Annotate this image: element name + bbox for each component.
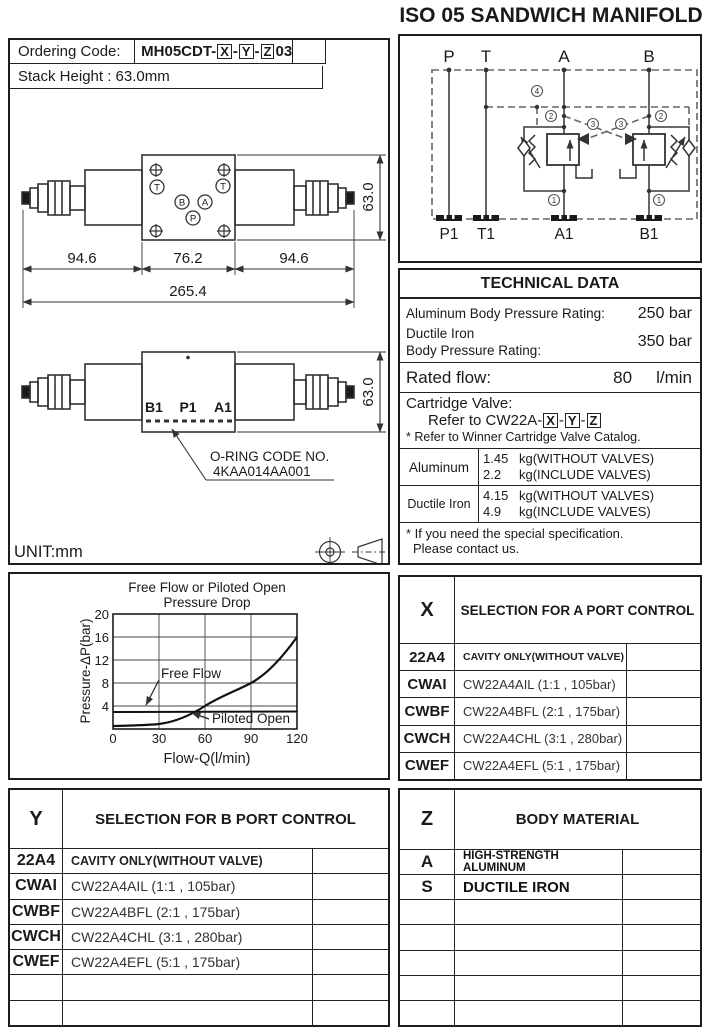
svg-text:30: 30	[151, 731, 167, 746]
page-title: ISO 05 SANDWICH MANIFOLD	[399, 4, 703, 27]
port-b: B	[178, 197, 186, 209]
dim-lines	[23, 155, 380, 302]
cartridge-ref: Refer to CW22A- X - Y - Z	[406, 412, 694, 430]
table-row-empty	[400, 951, 700, 976]
table-row-empty	[400, 976, 700, 1001]
x-table-key: X	[400, 577, 455, 643]
x-tick-labels	[109, 731, 307, 746]
schematic-port-b: B	[643, 47, 655, 66]
chart-title-line1: Free Flow or Piloted Open	[128, 580, 286, 595]
piloted-open-arrow	[192, 713, 209, 719]
chart-title-line2: Pressure Drop	[163, 595, 251, 610]
cartridge-valve-block	[400, 393, 700, 448]
schematic-port-a: A	[558, 47, 570, 66]
svg-text:16: 16	[94, 630, 109, 645]
svg-text:12: 12	[94, 653, 109, 668]
weight-row-ductile-iron: Ductile Iron 4.15 kg(WITHOUT VALVES) 4.9 kg(INCLUDE VALVES)	[400, 486, 700, 522]
svg-text:4: 4	[101, 699, 109, 714]
code-x-box: X	[217, 44, 232, 59]
callout-3-right: 3	[618, 120, 624, 129]
table-row-empty	[10, 975, 388, 1000]
free-flow-arrow	[146, 680, 159, 705]
stack-height-row: Stack Height : 63.0mm	[10, 66, 323, 89]
y-selection-table	[8, 788, 390, 1027]
o-ring-code-line2: 4KAA014AA001	[213, 464, 311, 479]
special-spec-note: * If you need the special specification. Please contact us.	[406, 526, 624, 556]
dim-height-top: 63.0	[360, 182, 377, 212]
table-row: CWAI CW22A4AIL (1:1 , 105bar)	[400, 671, 700, 698]
schematic-port-p: P	[443, 47, 455, 66]
ordering-code-value: MH05CDT- X - Y - Z 03	[135, 40, 293, 63]
callout-4: 4	[534, 87, 540, 96]
spring-right	[671, 135, 677, 165]
cartridge-stub-right	[294, 181, 354, 215]
port-a1-label: A1	[214, 399, 232, 415]
z-body-material-table	[398, 788, 702, 1027]
port-a: A	[201, 197, 209, 209]
table-row-empty	[10, 1001, 388, 1025]
pressure-ratings	[400, 299, 700, 362]
x-table-title: SELECTION FOR A PORT CONTROL	[460, 602, 695, 618]
svg-text:20: 20	[94, 607, 109, 622]
bolt-hole-icons	[149, 163, 231, 238]
weight-material-di: Ductile Iron	[400, 486, 479, 522]
port-p1-label: P1	[179, 399, 197, 415]
code-y-box: Y	[239, 44, 254, 59]
schematic-port-a1: A1	[554, 226, 574, 243]
ref-x-box: X	[543, 413, 558, 428]
counterbalance-valves	[547, 134, 665, 165]
callout-2-left: 2	[548, 112, 554, 121]
port-t-right: T	[220, 181, 226, 193]
callout-1-left: 1	[551, 196, 557, 205]
callout-3-left: 3	[590, 120, 596, 129]
table-row: CWBF CW22A4BFL (2:1 , 175bar)	[10, 900, 388, 925]
table-row: CWEF CW22A4EFL (5:1 , 175bar)	[400, 753, 700, 779]
o-ring-code-line1: O-RING CODE NO.	[210, 449, 330, 464]
table-row-empty	[400, 1001, 700, 1025]
svg-text:8: 8	[101, 676, 109, 691]
table-row: CWCH CW22A4CHL (3:1 , 280bar)	[400, 726, 700, 753]
cartridge-note: * Refer to Winner Cartridge Valve Catalog.	[406, 430, 641, 444]
alu-pressure-value: 250 bar	[637, 304, 692, 322]
code-prefix: MH05CDT-	[141, 43, 217, 60]
weight-table	[400, 448, 700, 523]
pilot-hook-left	[576, 165, 592, 178]
weight-material-alu: Aluminum	[400, 449, 479, 485]
schematic-panel	[398, 34, 702, 263]
orientation-dot	[186, 356, 190, 360]
pressure-drop-chart-panel	[8, 572, 390, 780]
hydraulic-schematic	[400, 36, 700, 261]
valve-body-right	[235, 170, 294, 225]
y-axis-label: Pressure-ΔP(bar)	[78, 618, 93, 724]
y-table-key: Y	[10, 790, 63, 848]
svg-text:120: 120	[286, 731, 308, 746]
check-valve-right	[683, 140, 695, 156]
rated-flow-label: Rated flow:	[406, 367, 492, 387]
z-table-title: BODY MATERIAL	[515, 811, 640, 828]
dim-total: 265.4	[169, 283, 207, 300]
technical-data-panel	[398, 268, 702, 565]
schematic-port-t1: T1	[476, 226, 496, 243]
spring-left	[529, 135, 535, 165]
di-pressure-value: 350 bar	[637, 333, 692, 350]
schematic-port-p1: P1	[439, 226, 459, 243]
svg-text:0: 0	[109, 731, 117, 746]
port-p: P	[189, 213, 197, 225]
di-pressure-label: Ductile Iron Body Pressure Rating:	[406, 326, 542, 358]
table-row: CWEF CW22A4EFL (5:1 , 175bar)	[10, 950, 388, 975]
pilot-hook-right	[620, 165, 636, 178]
schematic-port-t: T	[480, 47, 492, 66]
drawings-panel	[8, 38, 390, 565]
table-row-empty	[400, 925, 700, 950]
table-row: CWAI CW22A4AIL (1:1 , 105bar)	[10, 874, 388, 899]
y-table-header	[10, 790, 388, 849]
callout-2-right: 2	[658, 112, 664, 121]
code-suffix: 03	[275, 43, 293, 60]
table-row: 22A4 CAVITY ONLY(WITHOUT VALVE)	[10, 849, 388, 874]
annotation-piloted-open: Piloted Open	[212, 711, 291, 726]
technical-data-title: TECHNICAL DATA	[400, 270, 700, 299]
schematic-port-b1: B1	[639, 226, 659, 243]
x-axis-label: Flow-Q(l/min)	[163, 751, 251, 767]
ordering-code-label: Ordering Code:	[10, 40, 135, 63]
cartridge-title: Cartridge Valve:	[406, 395, 513, 412]
cartridge-stub-left	[22, 181, 85, 215]
table-row: CWCH CW22A4CHL (3:1 , 280bar)	[10, 925, 388, 950]
dim-right: 94.6	[279, 250, 309, 267]
ref-z-box: Z	[587, 413, 601, 428]
dim-height-bottom: 63.0	[360, 377, 377, 407]
table-row-empty	[400, 900, 700, 925]
port-t-left: T	[154, 182, 160, 194]
pressure-drop-chart	[10, 574, 388, 778]
y-tick-labels	[95, 607, 109, 714]
x-selection-table	[398, 575, 702, 781]
callout-1-right: 1	[656, 196, 662, 205]
projection-symbol-icon	[315, 537, 388, 563]
port-pads	[436, 215, 662, 221]
svg-text:90: 90	[243, 731, 259, 746]
technical-drawings	[10, 40, 388, 563]
table-row: A HIGH-STRENGTH ALUMINUM	[400, 850, 700, 875]
rated-flow-row	[400, 362, 700, 393]
rated-flow-unit: l/min	[656, 367, 692, 387]
code-z-box: Z	[261, 44, 275, 59]
rated-flow-value: 80	[613, 367, 633, 387]
unit-note: UNIT:mm	[14, 543, 83, 561]
table-row: S DUCTILE IRON	[400, 875, 700, 900]
ref-y-box: Y	[565, 413, 580, 428]
x-table-header	[400, 577, 700, 644]
check-valve-left	[518, 140, 530, 156]
y-table-title: SELECTION FOR B PORT CONTROL	[95, 810, 356, 828]
svg-text:60: 60	[197, 731, 213, 746]
valve-body-left	[85, 170, 142, 225]
alu-pressure-label: Aluminum Body Pressure Rating:	[406, 306, 605, 321]
z-table-header	[400, 790, 700, 850]
table-row: CWBF CW22A4BFL (2:1 , 175bar)	[400, 698, 700, 725]
port-b1-label: B1	[145, 399, 163, 415]
table-row: 22A4 CAVITY ONLY(WITHOUT VALVE)	[400, 644, 700, 671]
dim-center: 76.2	[173, 250, 203, 267]
dim-left: 94.6	[67, 250, 97, 267]
z-table-key: Z	[400, 790, 455, 849]
annotation-free-flow: Free Flow	[161, 666, 222, 681]
weight-row-aluminum: Aluminum 1.45 kg(WITHOUT VALVES) 2.2 kg(INCLUDE VALVES)	[400, 449, 700, 486]
